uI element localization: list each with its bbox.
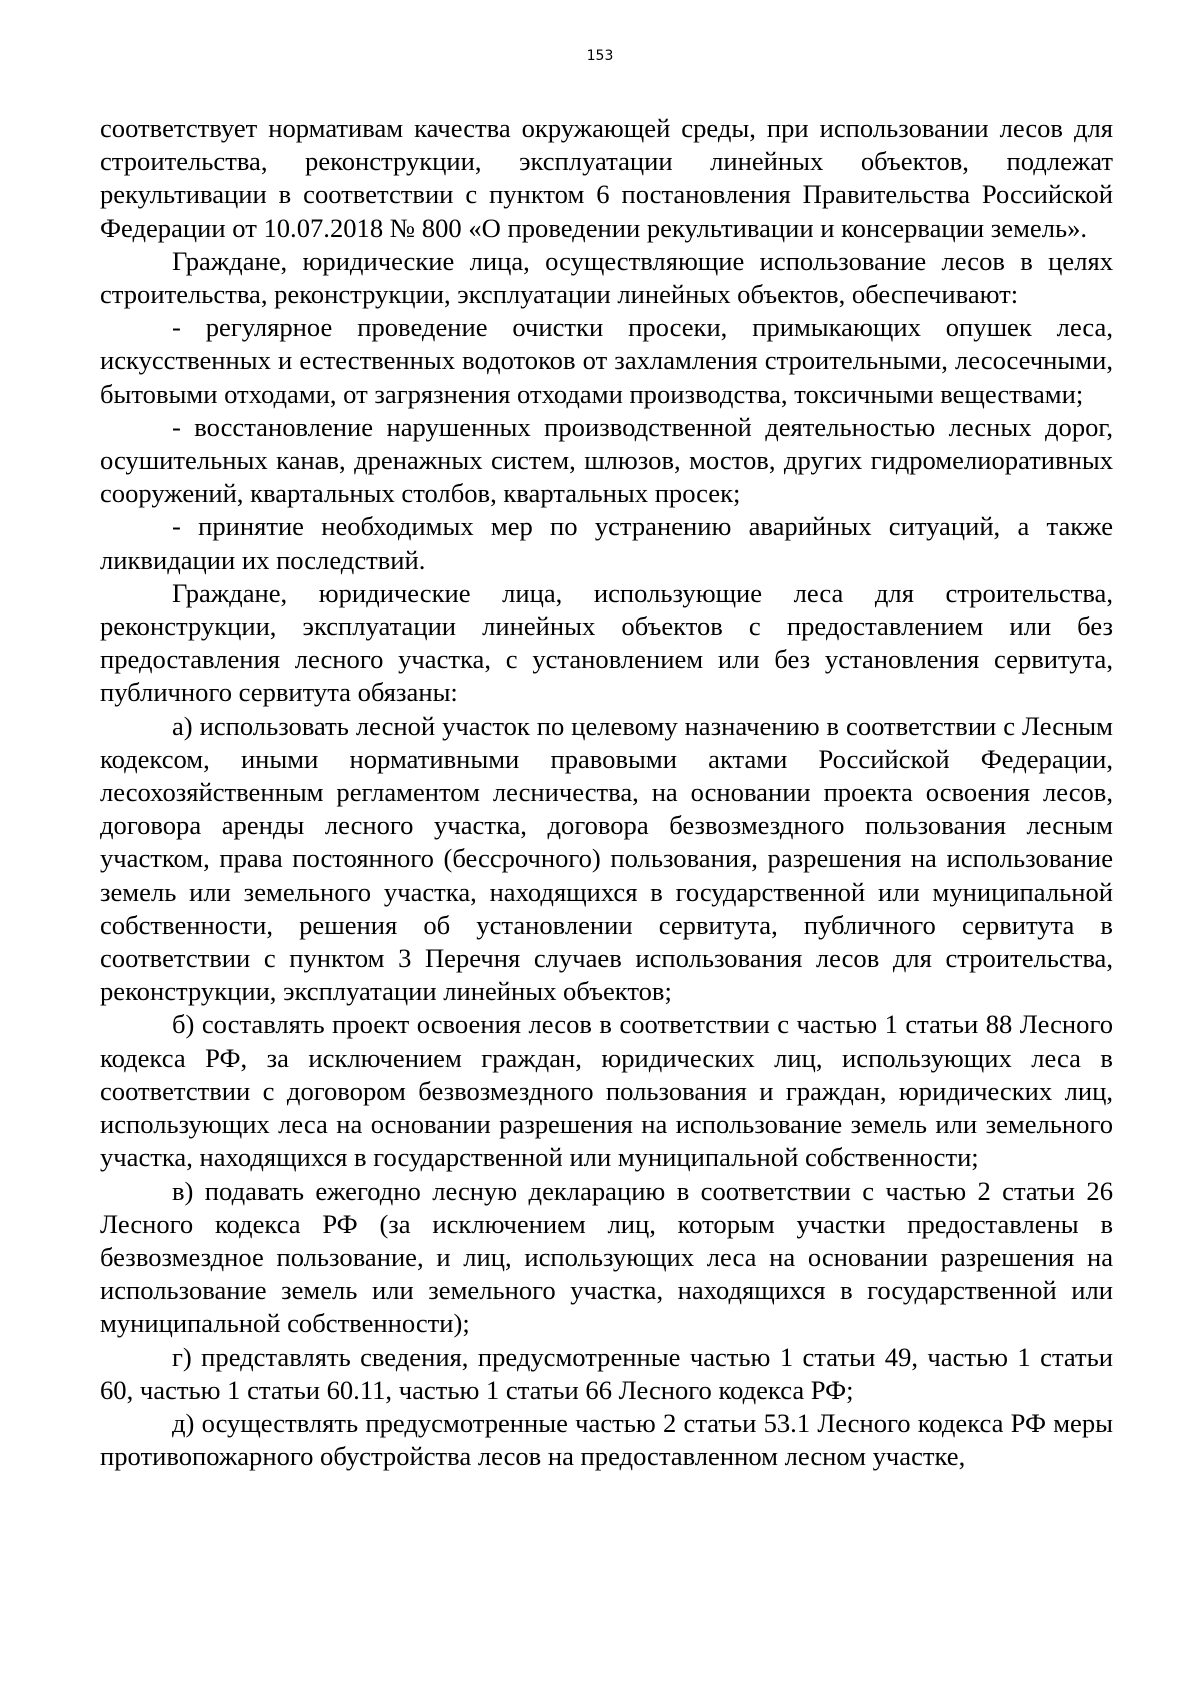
- paragraph-obligations-intro: Граждане, юридические лица, осуществляющие использование лесов в целях строительства, реконструкции, эксплуатации линейных объектов, обеспечивают:: [100, 245, 1113, 310]
- paragraph-duties-intro: Граждане, юридические лица, использующие леса для строительства, реконструкции, эксплуатации линейных объектов с предоставлением или без предоставления лесного участка, с установлением или без установления сервитута, публичного сервитута обязаны:: [100, 577, 1113, 708]
- list-item-d: д) осуществлять предусмотренные частью 2 статьи 53.1 Лесного кодекса РФ меры противопожарного обустройства лесов на предоставленном лесном участке,: [100, 1407, 1113, 1472]
- document-body: [100, 112, 1113, 1473]
- list-item-emergency: - принятие необходимых мер по устранению аварийных ситуаций, а также ликвидации их последствий.: [100, 511, 1113, 575]
- page-number: 153: [586, 48, 614, 64]
- list-item-clearing: - регулярное проведение очистки просеки, примыкающих опушек леса, искусственных и естественных водотоков от захламления строительными, лесосечными, бытовыми отходами, от загрязнения отходами производства, токсичными веществами;: [100, 312, 1113, 409]
- paragraph-continuation: соответствует нормативам качества окружающей среды, при использовании лесов для строительства, реконструкции, эксплуатации линейных объектов, подлежат рекультивации в соответствии с пунктом 6 постановления Правительства Российской Федерации от 10.07.2018 № 800 «О проведении рекультивации и консервации земель».: [100, 113, 1113, 243]
- list-item-g: г) представлять сведения, предусмотренные частью 1 статьи 49, частью 1 статьи 60, частью 1 статьи 60.11, частью 1 статьи 66 Лесного кодекса РФ;: [100, 1341, 1113, 1405]
- list-item-v: в) подавать ежегодно лесную декларацию в соответствии с частью 2 статьи 26 Лесного кодекса РФ (за исключением лиц, которым участки предоставлены в безвозмездное пользование, и лиц, использующих леса на основании разрешения на использование земель или земельного участка, находящихся в государственной или муниципальной собственности);: [100, 1175, 1113, 1339]
- list-item-a: а) использовать лесной участок по целевому назначению в соответствии с Лесным кодексом, иными нормативными правовыми актами Российской Федерации, лесохозяйственным регламентом лесничества, на основании проекта освоения лесов, договора аренды лесного участка, договора безвозмездного пользования лесным участком, права постоянного (бессрочного) пользования, разрешения на использование земель или земельного участка, находящихся в государственной или муниципальной собственности, решения об установлении сервитута, публичного сервитута в соответствии с пунктом 3 Перечня случаев использования лесов для строительства, реконструкции, эксплуатации линейных объектов;: [100, 710, 1113, 1007]
- list-item-b: б) составлять проект освоения лесов в соответствии с частью 1 статьи 88 Лесного кодекса РФ, за исключением граждан, юридических лиц, использующих леса в соответствии с договором безвозмездного пользования и граждан, юридических лиц, использующих леса на основании разрешения на использование земель или земельного участка, находящихся в государственной или муниципальной собственности;: [100, 1009, 1113, 1173]
- list-item-restoration: - восстановление нарушенных производственной деятельностью лесных дорог, осушительных канав, дренажных систем, шлюзов, мостов, других гидромелиоративных сооружений, квартальных столбов, квартальных просек;: [100, 411, 1113, 509]
